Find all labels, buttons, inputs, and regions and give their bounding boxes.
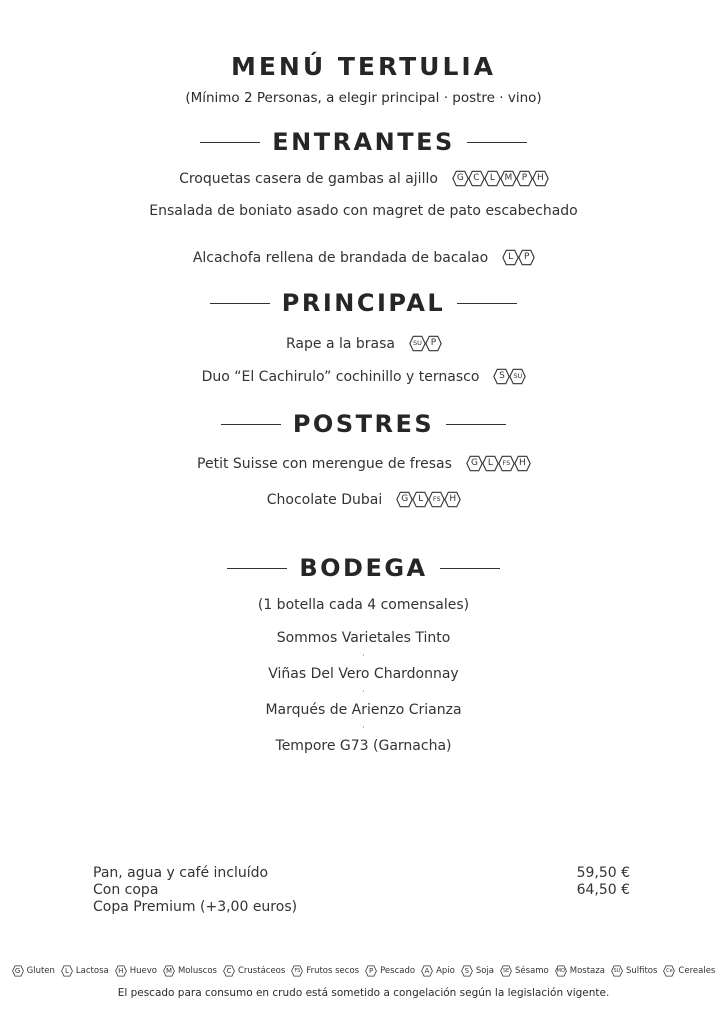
wine-item: Tempore G73 (Garnacha) — [275, 738, 452, 754]
divider-line — [227, 568, 287, 569]
pricing-lines — [93, 865, 297, 916]
legend-label: Pescado — [380, 966, 416, 976]
legend-label: Gluten — [26, 966, 55, 976]
allergen-fs-icon: FS — [428, 491, 445, 508]
section-title: ENTRANTES — [272, 128, 455, 156]
dish-row — [0, 335, 727, 352]
wine-separator: · — [362, 723, 365, 732]
wine-separator: · — [362, 687, 365, 696]
menu-subtitle: (Mínimo 2 Personas, a elegir principal · postre · vino) — [185, 90, 542, 106]
allergen-su-icon: SU — [509, 368, 526, 385]
allergen-h-icon: H — [444, 491, 461, 508]
pricing-line: Copa Premium (+3,00 euros) — [93, 899, 298, 915]
legend-item — [500, 965, 549, 977]
allergen-p-icon: P — [365, 965, 377, 977]
legend-label: Moluscos — [177, 966, 217, 976]
allergen-g-icon: G — [466, 455, 483, 472]
allergen-c-icon: C — [223, 965, 235, 977]
allergen-h-icon: H — [514, 455, 531, 472]
divider-line — [440, 568, 500, 569]
allergen-m-icon: M — [163, 965, 175, 977]
allergen-l-icon: L — [482, 455, 499, 472]
allergen-g-icon: G — [12, 965, 24, 977]
allergen-s-icon: S — [493, 368, 510, 385]
menu-title: MENÚ TERTULIA — [230, 52, 497, 81]
allergen-l-icon: L — [484, 170, 501, 187]
pricing-line: Con copa — [93, 882, 159, 898]
dish-name: Croquetas casera de gambas al ajillo — [179, 170, 438, 187]
legend-label: Sésamo — [515, 966, 549, 976]
legend-label: Frutos secos — [306, 966, 360, 976]
legend-label: Lactosa — [75, 966, 109, 976]
allergen-m-icon: M — [500, 170, 517, 187]
legend-item — [12, 965, 55, 977]
allergen-list — [466, 455, 530, 472]
legend-item — [163, 965, 217, 977]
legend-item — [421, 965, 455, 977]
section-bodega — [0, 554, 727, 582]
legend-label: Sulfitos — [625, 966, 658, 976]
legend-label: Crustáceos — [237, 966, 286, 976]
allergen-p-icon: P — [516, 170, 533, 187]
dish-name: Petit Suisse con merengue de fresas — [197, 455, 452, 472]
allergen-list — [502, 249, 534, 266]
bodega-note: (1 botella cada 4 comensales) — [257, 597, 470, 613]
pricing-values — [560, 865, 630, 899]
dish-name: Alcachofa rellena de brandada de bacalao — [192, 249, 489, 266]
section-principal — [0, 289, 727, 317]
legend-item — [611, 965, 657, 977]
dish-row — [0, 203, 727, 219]
divider-line — [221, 424, 281, 425]
allergen-p-icon: P — [425, 335, 442, 352]
wine-item: Marqués de Arienzo Crianza — [265, 702, 462, 718]
dish-name: Rape a la brasa — [286, 335, 395, 352]
pricing-line: Pan, agua y café incluído — [93, 865, 269, 881]
allergen-list — [452, 170, 548, 187]
legend-item — [461, 965, 494, 977]
allergen-fs-icon: FS — [291, 965, 303, 977]
allergen-su-icon: SU — [409, 335, 426, 352]
dish-row — [0, 170, 727, 187]
allergen-s-icon: S — [461, 965, 473, 977]
allergen-list — [409, 335, 441, 352]
allergen-l-icon: L — [412, 491, 429, 508]
dish-name: Ensalada de boniato asado con magret de pato escabechado — [149, 203, 578, 219]
legend-item — [61, 965, 109, 977]
allergen-se-icon: SE — [500, 965, 512, 977]
legend-item — [115, 965, 157, 977]
divider-line — [200, 142, 260, 143]
legend-label: Soja — [475, 966, 495, 976]
allergen-l-icon: L — [61, 965, 73, 977]
price-value: 59,50 € — [576, 865, 630, 881]
allergen-legend — [0, 965, 727, 977]
allergen-l-icon: L — [502, 249, 519, 266]
legend-item — [663, 965, 715, 977]
section-title: PRINCIPAL — [281, 289, 446, 317]
wine-item: Viñas Del Vero Chardonnay — [268, 666, 459, 682]
footer-note: El pescado para consumo en crudo está sometido a congelación según la legislación vigente. — [117, 987, 610, 999]
allergen-h-icon: H — [532, 170, 549, 187]
dish-name: Chocolate Dubai — [266, 491, 383, 508]
legend-item — [223, 965, 285, 977]
section-entrantes — [0, 128, 727, 156]
legend-label: Mostaza — [569, 966, 605, 976]
wine-separator: · — [362, 651, 365, 660]
divider-line — [457, 303, 517, 304]
divider-line — [210, 303, 270, 304]
allergen-g-icon: G — [452, 170, 469, 187]
allergen-g-icon: G — [396, 491, 413, 508]
section-postres — [0, 410, 727, 438]
dish-name: Duo “El Cachirulo” cochinillo y ternasco — [201, 368, 480, 385]
allergen-h-icon: H — [115, 965, 127, 977]
dish-row — [0, 455, 727, 472]
divider-line — [446, 424, 506, 425]
dish-row — [0, 491, 727, 508]
allergen-p-icon: P — [518, 249, 535, 266]
allergen-list — [493, 368, 525, 385]
allergen-a-icon: A — [421, 965, 433, 977]
allergen-fs-icon: FS — [498, 455, 515, 472]
legend-item — [365, 965, 415, 977]
section-title: BODEGA — [299, 554, 428, 582]
price-value: 64,50 € — [576, 882, 630, 898]
legend-item — [555, 965, 605, 977]
legend-label: Apio — [436, 966, 455, 976]
divider-line — [467, 142, 527, 143]
allergen-mo-icon: MO — [555, 965, 567, 977]
section-title: POSTRES — [292, 410, 435, 438]
allergen-list — [396, 491, 460, 508]
legend-item — [291, 965, 359, 977]
dish-row — [0, 368, 727, 385]
wine-item: Sommos Varietales Tinto — [276, 630, 451, 646]
dish-row — [0, 249, 727, 266]
legend-label: Cereales — [678, 966, 716, 976]
legend-label: Huevo — [129, 966, 157, 976]
allergen-ce-icon: Ce — [663, 965, 675, 977]
allergen-su-icon: SU — [611, 965, 623, 977]
allergen-c-icon: C — [468, 170, 485, 187]
